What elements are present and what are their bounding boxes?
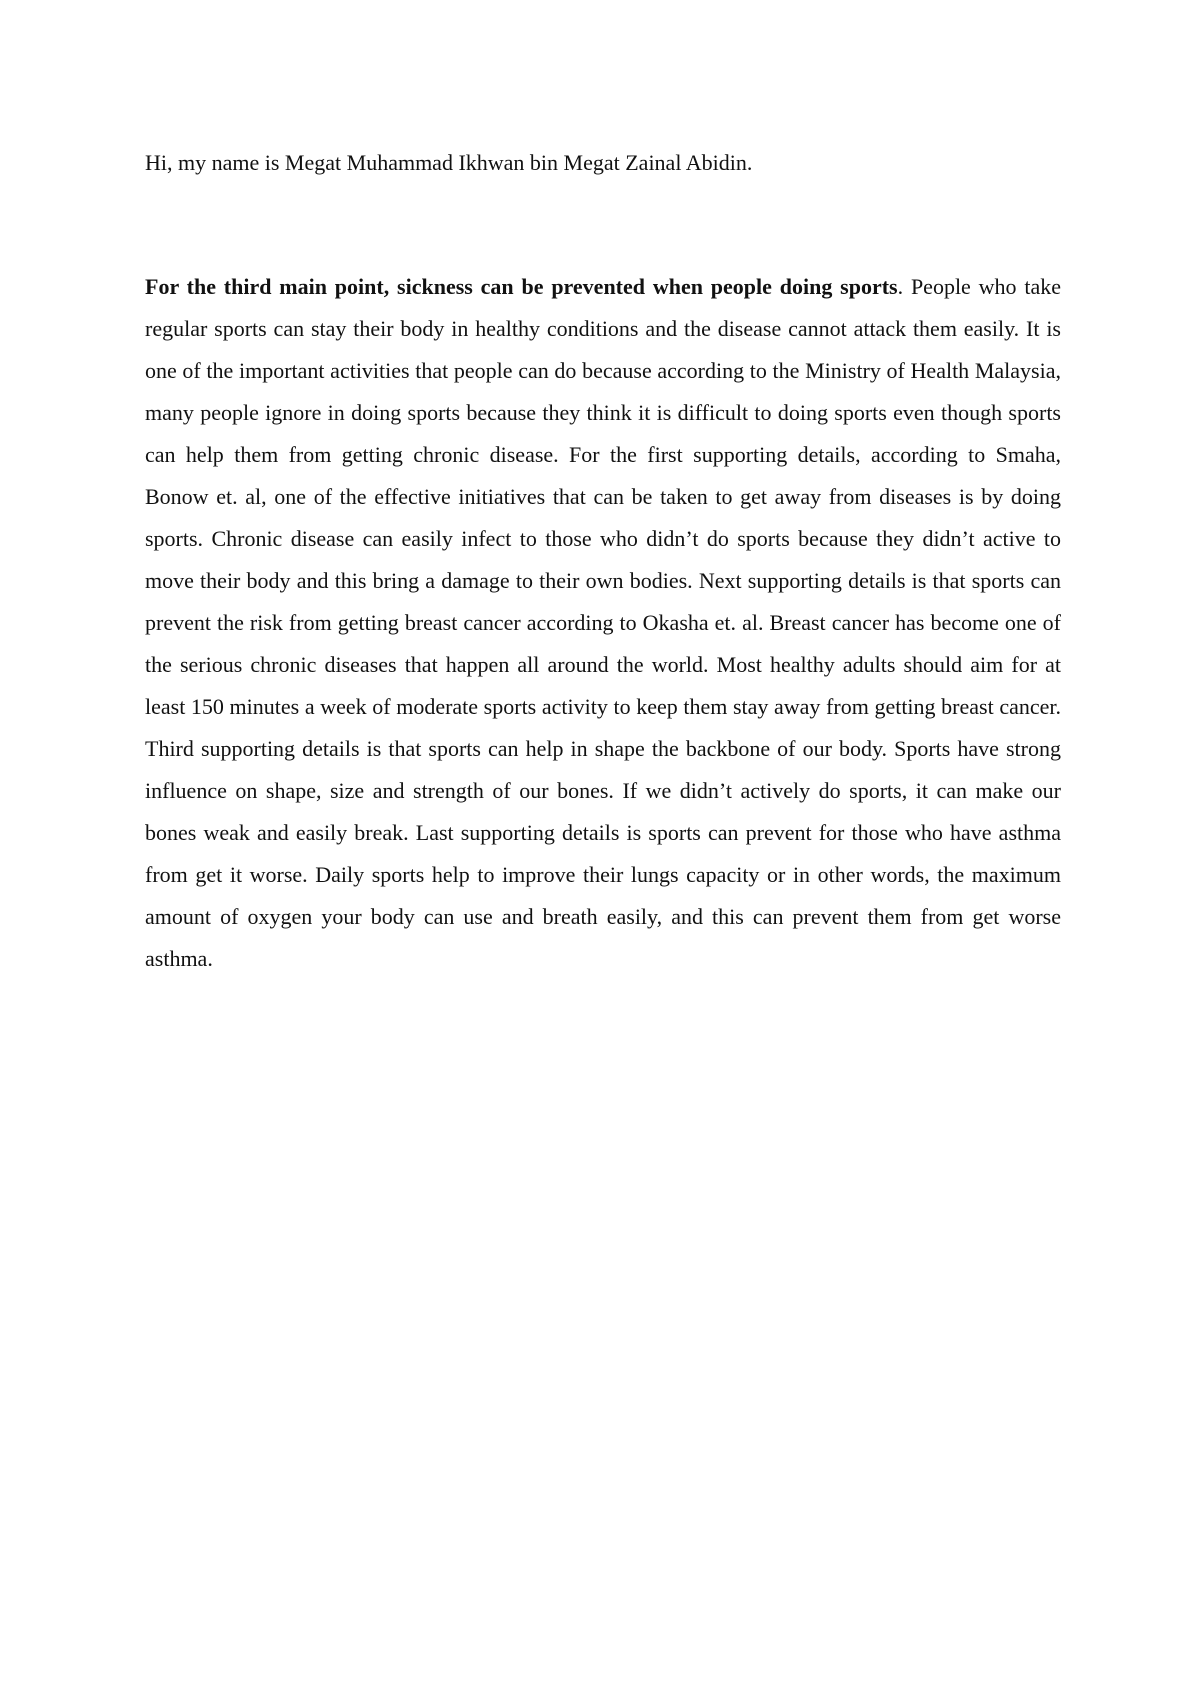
document-content	[145, 142, 1061, 980]
paragraph-lead-sentence: For the third main point, sickness can be prevented when people doing sports	[145, 274, 898, 299]
intro-line: Hi, my name is Megat Muhammad Ikhwan bin Megat Zainal Abidin.	[145, 150, 753, 175]
paragraph-body-text: . People who take regular sports can stay their body in healthy conditions and the disease cannot attack them easily. It is one of the important activities that people can do because according to the Ministry of Health Malaysia, many people ignore in doing sports because they think it is difficult to doing sports even though sports can help them from getting chronic disease. For the first supporting details, according to Smaha, Bonow et. al, one of the effective initiatives that can be taken to get away from diseases is by doing sports. Chronic disease can easily infect to those who didn’t do sports because they didn’t active to move their body and this bring a damage to their own bodies. Next supporting details is that sports can prevent the risk from getting breast cancer according to Okasha et. al. Breast cancer has become one of the serious chronic diseases that happen all around the world. Most healthy adults should aim for at least 150 minutes a week of moderate sports activity to keep them stay away from getting breast cancer. Third supporting details is that sports can help in shape the backbone of our body. Sports have strong influence on shape, size and strength of our bones. If we didn’t actively do sports, it can make our bones weak and easily break. Last supporting details is sports can prevent for those who have asthma from get it worse. Daily sports help to improve their lungs capacity or in other words, the maximum amount of oxygen your body can use and breath easily, and this can prevent them from get worse asthma.	[145, 274, 1062, 971]
main-point-paragraph	[145, 266, 1061, 980]
